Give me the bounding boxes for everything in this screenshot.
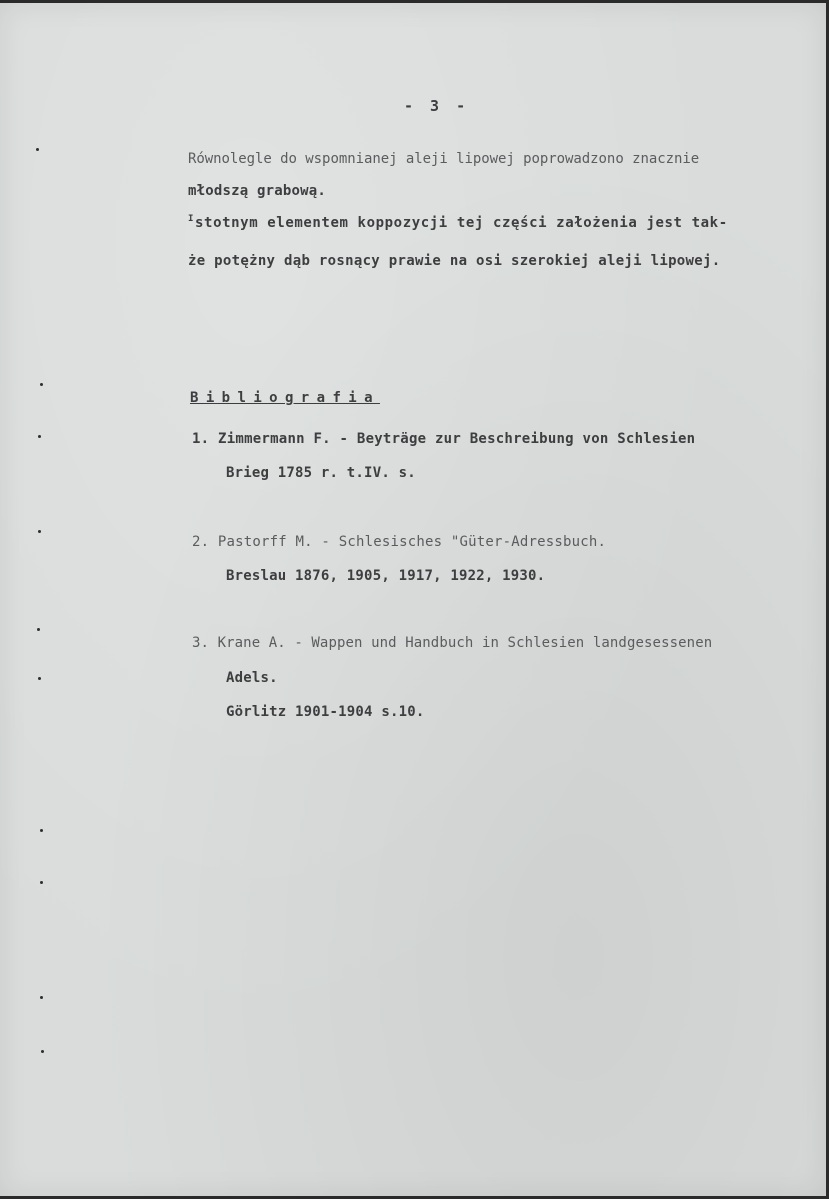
bibliography-entry-3-line-3: Görlitz 1901-1904 s.10. — [226, 704, 425, 720]
margin-mark — [40, 881, 43, 884]
bibliography-entry-2-line-1: 2. Pastorff M. - Schlesisches "Güter-Adressbuch. — [192, 534, 607, 550]
bibliography-entry-3-line-1: 3. Krane A. - Wappen und Handbuch in Schlesien landgesessenen — [192, 635, 713, 651]
margin-mark — [40, 829, 43, 832]
bibliography-heading: Bibliografia — [190, 390, 380, 406]
margin-mark — [37, 628, 40, 631]
paragraph-line-3 — [188, 215, 728, 231]
bibliography-entry-1-line-1: 1. Zimmermann F. - Beyträge zur Beschreibung von Schlesien — [192, 431, 696, 447]
margin-mark — [38, 530, 41, 533]
margin-mark — [41, 1050, 44, 1053]
bibliography-entry-3-line-2: Adels. — [226, 670, 278, 686]
margin-mark — [40, 996, 43, 999]
bibliography-entry-1-line-2: Brieg 1785 r. t.IV. s. — [226, 465, 416, 481]
margin-mark — [38, 677, 41, 680]
margin-mark — [36, 148, 39, 151]
superscript-marker: I — [188, 214, 195, 224]
margin-mark — [38, 435, 41, 438]
paragraph-line-1: Równolegle do wspomnianej aleji lipowej poprowadzono znacznie — [188, 151, 700, 167]
page-number: - 3 - — [404, 97, 470, 115]
document-page — [0, 3, 826, 1196]
margin-mark — [40, 383, 43, 386]
paragraph-line-4: że potężny dąb rosnący prawie na osi szerokiej aleji lipowej. — [188, 253, 721, 269]
bibliography-entry-2-line-2: Breslau 1876, 1905, 1917, 1922, 1930. — [226, 568, 546, 584]
paragraph-line-2: młodszą grabową. — [188, 183, 327, 199]
paragraph-line-3-text: stotnym elementem koppozycji tej części założenia jest tak- — [195, 215, 728, 231]
